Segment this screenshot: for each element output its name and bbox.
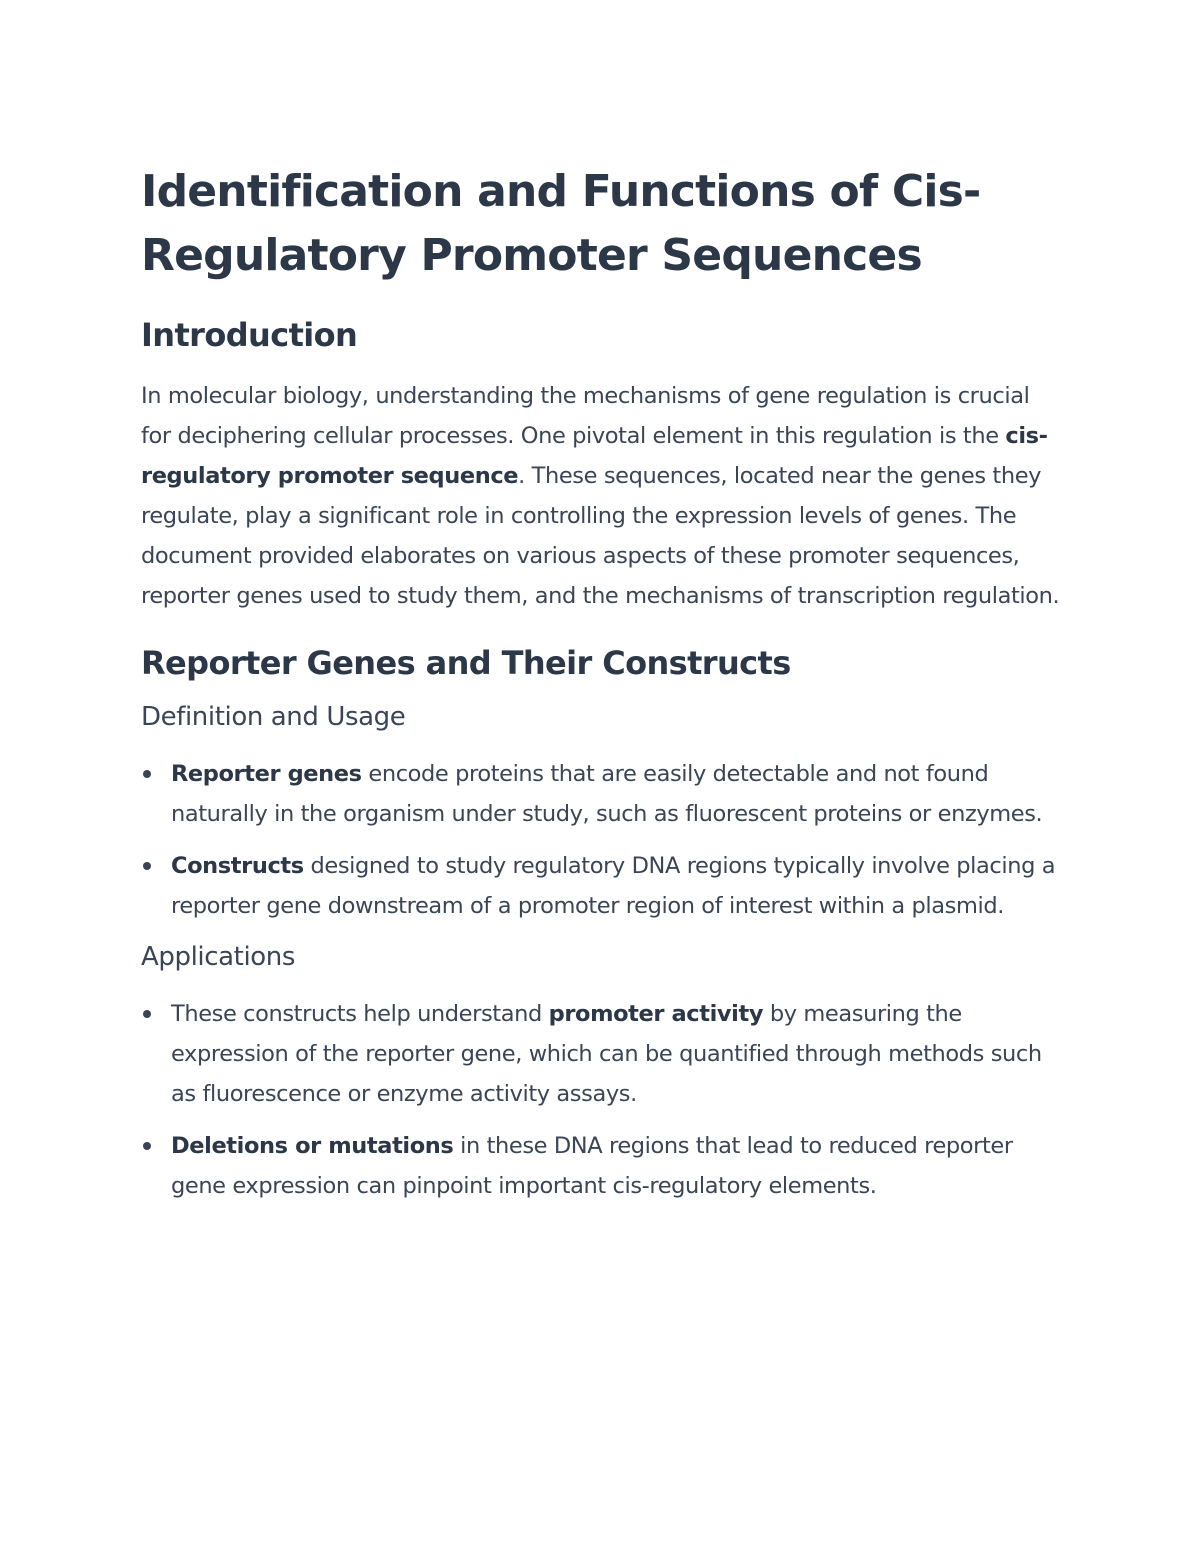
document-title: Identification and Functions of Cis-Regulatory Promoter Sequences [141,166,981,281]
applications-list [141,994,1061,1206]
introduction-paragraph [141,376,1061,616]
bullet-icon [143,770,151,778]
list-item [141,994,1061,1114]
list-item-bold: Deletions or mutations [171,1133,454,1159]
intro-text-1: In molecular biology, understanding the mechanisms of gene regulation is crucial for deciphering cellular processes. One pivotal element in this regulation is the [141,383,1030,449]
list-item-bold: Constructs [171,853,304,879]
intro-text-2: . These sequences, located near the genes they regulate, play a significant role in controlling the expression levels of genes. The document provided elaborates on various aspects of these promoter sequences, reporter genes used to study them, and the mechanisms of transcription regulation. [141,463,1060,609]
bullet-icon [143,1142,151,1150]
list-item-lead: These constructs help understand [171,1001,549,1027]
list-item [141,846,1061,926]
list-item-bold: Reporter genes [171,761,362,787]
list-item-bold: promoter activity [548,1001,764,1027]
list-item-text: in these DNA regions that lead to reduced reporter gene expression can pinpoint important cis-regulatory elements. [171,1133,1013,1199]
intro-bold-term: cis-regulatory promoter sequence [141,423,1048,489]
list-item-text: by measuring the expression of the reporter gene, which can be quantified through methods such as fluorescence or enzyme activity assays. [171,1001,1042,1107]
list-item [141,1126,1061,1206]
definition-list [141,754,1061,926]
applications-heading: Applications [141,942,296,972]
document-page [141,160,1061,1218]
bullet-icon [143,1010,151,1018]
list-item-text: encode proteins that are easily detectable and not found naturally in the organism under study, such as fluorescent proteins or enzymes. [171,761,1043,827]
bullet-icon [143,862,151,870]
reporter-genes-heading: Reporter Genes and Their Constructs [141,644,791,682]
definition-usage-heading: Definition and Usage [141,702,406,732]
introduction-heading: Introduction [141,316,358,354]
list-item [141,754,1061,834]
list-item-text: designed to study regulatory DNA regions typically involve placing a reporter gene downstream of a promoter region of interest within a plasmid. [171,853,1056,919]
